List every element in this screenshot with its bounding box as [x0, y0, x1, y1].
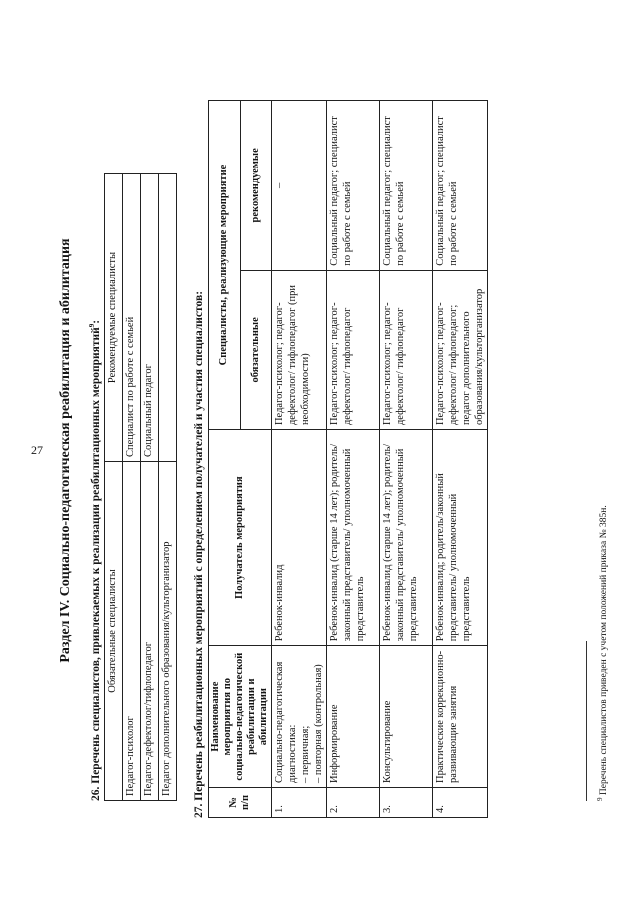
item27-heading: 27. Перечень реабилитационных мероприятий с определением получателей и участия специалистов:: [193, 290, 205, 818]
col-receiver: Получатель мероприятия: [209, 430, 272, 646]
footnote-text: Перечень специалистов приведен с учетом положений приказа № 385н.: [599, 505, 610, 796]
obligatory-specialists: Педагог-психолог; педагог-дефектолог/ тифлопедагог: [380, 270, 433, 429]
page-number: 27: [31, 443, 43, 457]
table-row: [159, 174, 177, 801]
row-number: 3.: [380, 788, 433, 818]
obligatory-specialists: Педагог-психолог; педагог-дефектолог/ тифлопедагог (при необходимости): [272, 270, 327, 429]
table-row: [433, 101, 488, 818]
measure-name: Информирование: [327, 646, 380, 788]
measure-name: [272, 646, 327, 788]
receiver: Ребенок-инвалид: [272, 430, 327, 646]
item26-heading: [88, 320, 102, 801]
table-cell: [159, 174, 177, 462]
table-cell: Педагог-дефектолог/тифлопедагог: [141, 462, 159, 801]
row-number: 1.: [272, 788, 327, 818]
item26-heading-text: 26. Перечень специалистов, привлекаемых к реализации реабилитационных мероприятий: [89, 327, 102, 801]
measure-subitem: – повторная (контрольная): [313, 664, 324, 783]
footnote-divider: [586, 641, 587, 801]
row-number: 4.: [433, 788, 488, 818]
table-cell: Специалист по работе с семьей: [123, 174, 141, 462]
footnote-ref: 9: [88, 323, 96, 328]
col-recommended-specialists: Рекомендуемые специалисты: [105, 174, 123, 462]
measure-name: Практические коррекционно-развивающие занятия: [433, 646, 488, 788]
table-cell: Педагог дополнительного образования/культорганизатор: [159, 462, 177, 801]
receiver: Ребенок-инвалид (старше 14 лет); родитель/законный представитель/ уполномоченный представитель: [380, 430, 433, 646]
obligatory-specialists: Педагог-психолог; педагог-дефектолог/ тифлопедагог; педагог дополнительного образования/культорганизатор: [433, 270, 488, 429]
table-row: [327, 101, 380, 818]
item26-heading-end: :: [89, 319, 102, 324]
footnote: [596, 505, 609, 801]
measure-subitem: – первичная;: [300, 725, 311, 783]
table-row: [380, 101, 433, 818]
obligatory-specialists: Педагог-психолог; педагог-дефектолог/ тифлопедагог: [327, 270, 380, 429]
measure-name-text: Социально-педагогическая диагностика:: [274, 661, 298, 783]
table-cell: Социальный педагог: [141, 174, 159, 462]
recommended-specialists: –: [272, 101, 327, 271]
specialists-table: [104, 173, 177, 801]
col-specialists: Специалисты, реализующие мероприятие: [209, 101, 241, 430]
recommended-specialists: Социальный педагог; специалист по работе с семьей: [327, 101, 380, 271]
table-row: [123, 174, 141, 801]
col-obligatory-specialists: Обязательные специалисты: [105, 462, 123, 801]
recommended-specialists: Социальный педагог; специалист по работе с семьей: [433, 101, 488, 271]
table-cell: Педагог-психолог: [123, 462, 141, 801]
section-title: Раздел IV. Социально-педагогическая реабилитация и абилитация: [58, 238, 73, 663]
col-recommended: рекомендуемые: [240, 101, 272, 271]
col-measure-name: Наименование мероприятия по социально-педагогической реабилитации и абилитации: [209, 646, 272, 788]
measure-name: Консультирование: [380, 646, 433, 788]
receiver: Ребенок-инвалид; родитель/законный представитель/ уполномоченный представитель: [433, 430, 488, 646]
measures-table: [208, 100, 488, 818]
recommended-specialists: Социальный педагог; специалист по работе с семьей: [380, 101, 433, 271]
table-row: [141, 174, 159, 801]
col-obligatory: обязательные: [240, 270, 272, 429]
footnote-mark: 9: [596, 797, 604, 801]
receiver: Ребенок-инвалид (старше 14 лет); родитель/законный представитель/ уполномоченный представитель: [327, 430, 380, 646]
col-number: № п/п: [209, 788, 272, 818]
table-row: [272, 101, 327, 818]
row-number: 2.: [327, 788, 380, 818]
